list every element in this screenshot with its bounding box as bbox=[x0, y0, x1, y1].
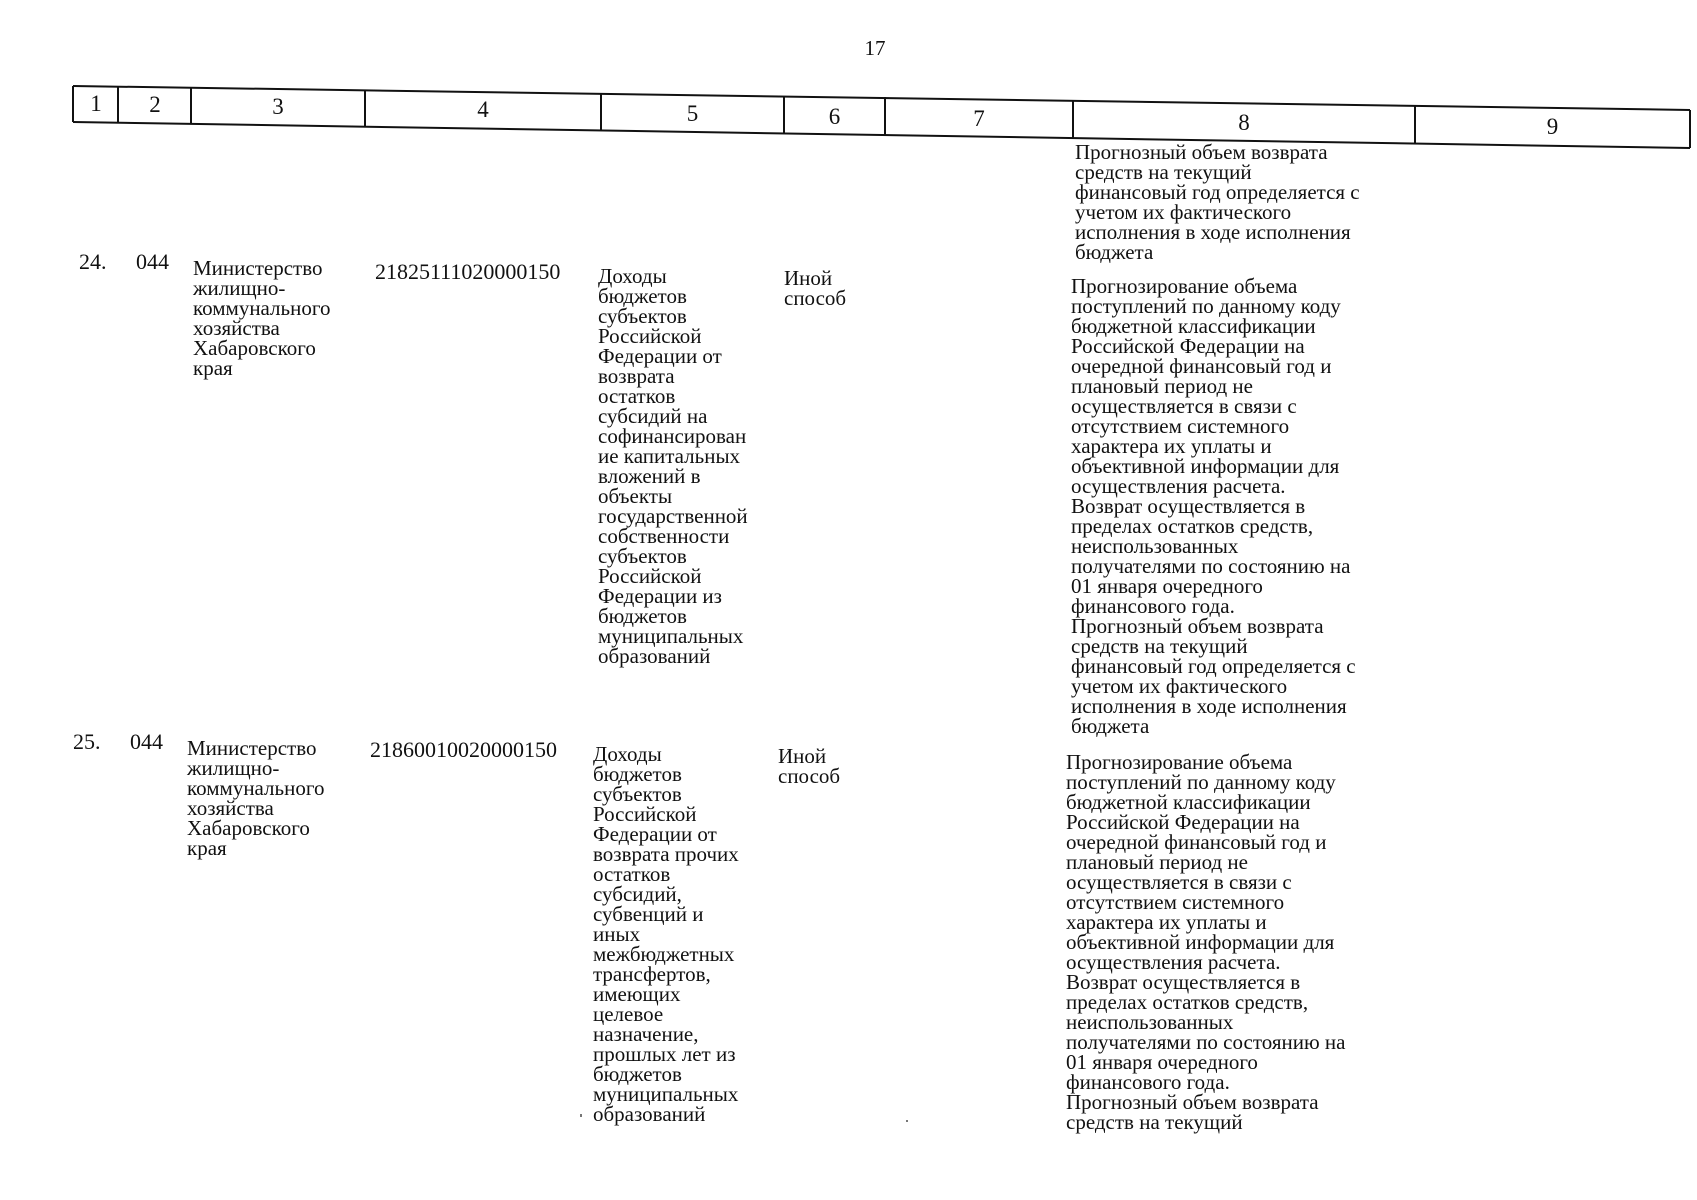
scan-speck bbox=[906, 1120, 908, 1122]
header-col-4: 4 bbox=[477, 97, 489, 122]
header-col-7: 7 bbox=[973, 106, 985, 131]
forecast-description: Прогнозирование объема поступлений по данному коду бюджетной классификации Российской Федерации на очередной финансовый год и плановый период не осуществляется в связи с отсутствием системного характера их уплаты и объективной информации для осуществления расчета. Возврат осуществляется в пределах остатков средств, неиспользованных получателями по состоянию на 01 января очередного финансового года. Прогнозный объем возврата средств на текущий финансовый год определяется с учетом их фактического исполнения в ходе исполнения бюджета bbox=[1071, 274, 1356, 738]
header-col-1: 1 bbox=[90, 91, 102, 116]
header-col-2: 2 bbox=[149, 92, 161, 117]
row-number: 24. bbox=[79, 249, 107, 274]
budget-classification-code: 21825111020000150 bbox=[375, 259, 561, 284]
header-col-6: 6 bbox=[828, 104, 841, 129]
forecast-method: Иной способ bbox=[784, 266, 847, 310]
administrator-name: Министерство жилищно- коммунального хозяйства Хабаровского края bbox=[193, 256, 331, 380]
table-header bbox=[0, 0, 1697, 160]
forecast-method: Иной способ bbox=[778, 744, 841, 788]
admin-code: 044 bbox=[130, 729, 163, 754]
continuation-description: Прогнозный объем возврата средств на текущий финансовый год определяется с учетом их фактического исполнения в ходе исполнения бюджета bbox=[1075, 140, 1360, 264]
budget-classification-code: 21860010020000150 bbox=[370, 737, 557, 762]
scan-speck bbox=[580, 1114, 582, 1117]
row-number: 25. bbox=[73, 729, 101, 754]
header-col-8: 8 bbox=[1238, 110, 1250, 135]
income-name: Доходы бюджетов субъектов Российской Федерации от возврата прочих остатков субсидий, субвенций и иных межбюджетных трансфертов, имеющих целевое назначение, прошлых лет из бюджетов муниципальных образований bbox=[593, 742, 739, 1126]
forecast-description: Прогнозирование объема поступлений по данному коду бюджетной классификации Российской Федерации на очередной финансовый год и плановый период не осуществляется в связи с отсутствием системного характера их уплаты и объективной информации для осуществления расчета. Возврат осуществляется в пределах остатков средств, неиспользованных получателями по состоянию на 01 января очередного финансового года. Прогнозный объем возврата средств на текущий bbox=[1066, 750, 1346, 1134]
header-col-9: 9 bbox=[1546, 114, 1559, 139]
income-name: Доходы бюджетов субъектов Российской Федерации от возврата остатков субсидий на софинансирован ие капитальных вложений в объекты государственной собственности субъектов Российской Федерации из бюджетов муниципальных образований bbox=[598, 264, 748, 668]
header-col-5: 5 bbox=[686, 101, 699, 126]
administrator-name: Министерство жилищно- коммунального хозяйства Хабаровского края bbox=[187, 736, 325, 860]
page-number: 17 bbox=[864, 36, 886, 60]
admin-code: 044 bbox=[136, 249, 169, 274]
header-col-3: 3 bbox=[272, 94, 284, 119]
